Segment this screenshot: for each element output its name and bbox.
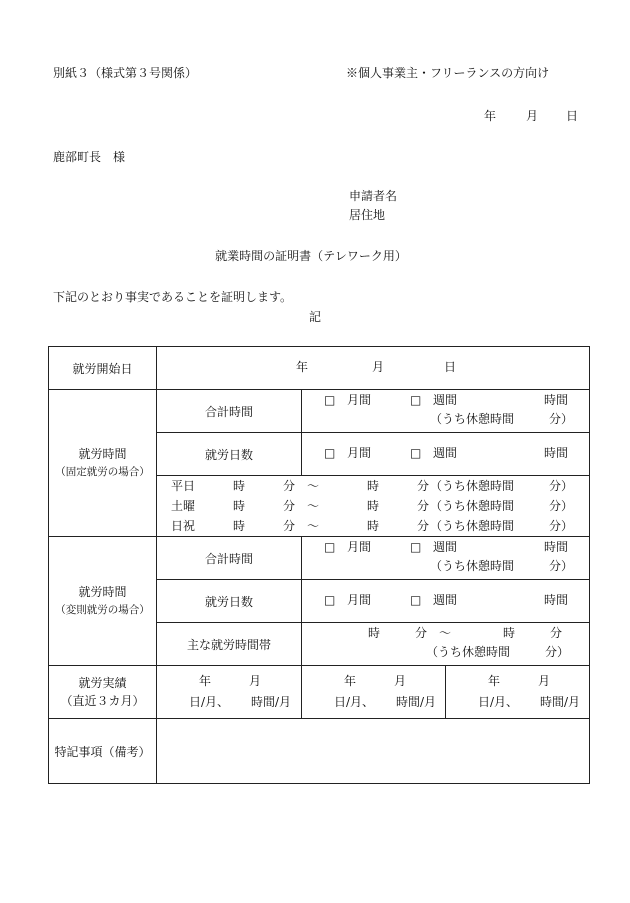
fixed-days-month-checkbox[interactable]: □ <box>324 446 336 460</box>
holiday-break-close: 分） <box>549 519 574 533</box>
fixed-total-week-unit: 週間 <box>433 393 458 407</box>
fixed-total-month-unit: 月間 <box>347 393 372 407</box>
document-title: 就業時間の証明書（テレワーク用） <box>215 249 407 263</box>
variable-total-month-unit: 月間 <box>347 540 372 554</box>
fixed-total-week-checkbox[interactable]: □ <box>410 393 422 407</box>
fixed-days-week-unit: 週間 <box>433 446 458 460</box>
recipient: 鹿部町長 様 <box>53 150 126 164</box>
actual-month-3-month: 月 <box>538 674 551 688</box>
saturday-tilde: ～ <box>307 499 320 513</box>
variable-work-sub: （変則就労の場合） <box>55 604 150 616</box>
variable-days-month-unit: 月間 <box>347 593 372 607</box>
weekday-tilde: ～ <box>307 479 320 493</box>
fixed-days-label: 就労日数 <box>204 447 253 462</box>
saturday-break-open: （うち休憩時間 <box>430 499 515 513</box>
weekday-end-hour: 時 <box>367 479 380 493</box>
fixed-time-ranges-field[interactable] <box>157 476 590 537</box>
actual-month-3-year: 年 <box>488 674 501 688</box>
main-band-tilde: ～ <box>439 626 452 640</box>
saturday-start-minute: 分 <box>283 499 296 513</box>
variable-total-label: 合計時間 <box>204 551 253 566</box>
date-month-label: 月 <box>526 109 539 123</box>
holiday-tilde: ～ <box>307 519 320 533</box>
remarks-field[interactable] <box>157 719 590 784</box>
variable-work-label: 就労時間 <box>78 585 127 599</box>
main-band-break-open: （うち休憩時間 <box>426 645 511 659</box>
holiday-end-minute: 分 <box>417 519 430 533</box>
weekday-start-minute: 分 <box>283 479 296 493</box>
variable-days-label: 就労日数 <box>204 594 253 609</box>
fixed-days-month-unit: 月間 <box>347 446 372 460</box>
start-date-label: 就労開始日 <box>72 361 133 376</box>
main-band-start-minute: 分 <box>415 626 428 640</box>
fixed-total-field[interactable] <box>302 390 590 433</box>
start-day: 日 <box>444 360 457 374</box>
main-band-end-minute: 分 <box>550 626 563 640</box>
form-reference: 別紙３（様式第３号関係） <box>53 66 198 80</box>
saturday-break-close: 分） <box>549 499 574 513</box>
actual-sub: （直近３カ月） <box>60 694 145 708</box>
remarks-label: 特記事項（備考） <box>54 744 151 759</box>
fixed-total-label-cell <box>157 390 302 433</box>
actual-month-3-days: 日/月、 <box>478 695 519 709</box>
applicant-name-label: 申請者名 <box>349 189 398 203</box>
holiday-start-minute: 分 <box>283 519 296 533</box>
audience-note: ※個人事業主・フリーランスの方向け <box>346 66 550 80</box>
actual-month-1-month: 月 <box>249 674 262 688</box>
actual-month-2-days: 日/月、 <box>334 695 375 709</box>
remarks-label-cell <box>49 719 157 784</box>
actual-month-1-year: 年 <box>199 674 212 688</box>
ki-mark: 記 <box>308 310 322 324</box>
variable-total-month-checkbox[interactable]: □ <box>324 540 336 554</box>
weekday-start-hour: 時 <box>233 479 246 493</box>
variable-total-break-open: （うち休憩時間 <box>430 559 515 573</box>
variable-total-week-unit: 週間 <box>433 540 458 554</box>
fixed-days-hours-unit: 時間 <box>544 446 569 460</box>
fixed-total-break-close: 分） <box>549 412 574 426</box>
variable-total-hours-unit: 時間 <box>544 540 569 554</box>
fixed-total-label: 合計時間 <box>204 404 253 419</box>
intro-statement: 下記のとおり事実であることを証明します。 <box>53 290 293 304</box>
variable-days-month-checkbox[interactable]: □ <box>324 593 336 607</box>
fixed-total-hours-unit: 時間 <box>544 393 569 407</box>
start-month: 月 <box>372 360 385 374</box>
variable-total-label-cell <box>157 537 302 580</box>
main-band-break-close: 分） <box>545 645 570 659</box>
main-band-field[interactable] <box>302 623 590 666</box>
saturday-start-hour: 時 <box>233 499 246 513</box>
certificate-table <box>48 346 590 784</box>
applicant-address-label: 居住地 <box>349 208 386 222</box>
actual-month-2-year: 年 <box>344 674 357 688</box>
saturday-end-minute: 分 <box>417 499 430 513</box>
actual-month-2-field[interactable] <box>302 666 446 719</box>
main-band-label-cell <box>157 623 302 666</box>
variable-work-label-cell <box>49 537 157 666</box>
actual-month-1-hours: 時間/月 <box>251 695 292 709</box>
weekday-break-close: 分） <box>549 479 574 493</box>
fixed-work-label: 就労時間 <box>78 447 127 461</box>
variable-total-field[interactable] <box>302 537 590 580</box>
fixed-total-break-open: （うち休憩時間 <box>430 412 515 426</box>
start-year: 年 <box>296 360 309 374</box>
fixed-work-label-cell <box>49 390 157 537</box>
actual-month-3-hours: 時間/月 <box>540 695 581 709</box>
variable-days-hours-unit: 時間 <box>544 593 569 607</box>
holiday-label: 日祝 <box>171 519 196 533</box>
holiday-start-hour: 時 <box>233 519 246 533</box>
holiday-end-hour: 時 <box>367 519 380 533</box>
actual-month-3-field[interactable] <box>446 666 590 719</box>
fixed-days-week-checkbox[interactable]: □ <box>410 446 422 460</box>
saturday-label: 土曜 <box>171 499 196 513</box>
saturday-end-hour: 時 <box>367 499 380 513</box>
variable-days-label-cell <box>157 580 302 623</box>
actual-month-2-month: 月 <box>394 674 407 688</box>
date-year-label: 年 <box>484 109 497 123</box>
weekday-label: 平日 <box>171 479 196 493</box>
actual-month-1-days: 日/月、 <box>189 695 230 709</box>
variable-total-week-checkbox[interactable]: □ <box>410 540 422 554</box>
actual-month-1-field[interactable] <box>157 666 302 719</box>
main-band-end-hour: 時 <box>503 626 516 640</box>
fixed-work-sub: （固定就労の場合） <box>55 466 150 478</box>
variable-days-field[interactable] <box>302 580 590 623</box>
actual-month-2-hours: 時間/月 <box>396 695 437 709</box>
weekday-end-minute: 分 <box>417 479 430 493</box>
start-date-label-cell <box>49 347 157 390</box>
date-day-label: 日 <box>566 109 579 123</box>
actual-label: 就労実績 <box>78 676 127 690</box>
main-band-label: 主な就労時間帯 <box>186 637 271 652</box>
start-date-field[interactable] <box>157 347 590 390</box>
fixed-total-month-checkbox[interactable]: □ <box>324 393 336 407</box>
main-band-start-hour: 時 <box>368 626 381 640</box>
fixed-days-label-cell <box>157 433 302 476</box>
variable-days-week-unit: 週間 <box>433 593 458 607</box>
variable-days-week-checkbox[interactable]: □ <box>410 593 422 607</box>
weekday-break-open: （うち休憩時間 <box>430 479 515 493</box>
holiday-break-open: （うち休憩時間 <box>430 519 515 533</box>
variable-total-break-close: 分） <box>549 559 574 573</box>
actual-label-cell <box>49 666 157 719</box>
fixed-days-field[interactable] <box>302 433 590 476</box>
